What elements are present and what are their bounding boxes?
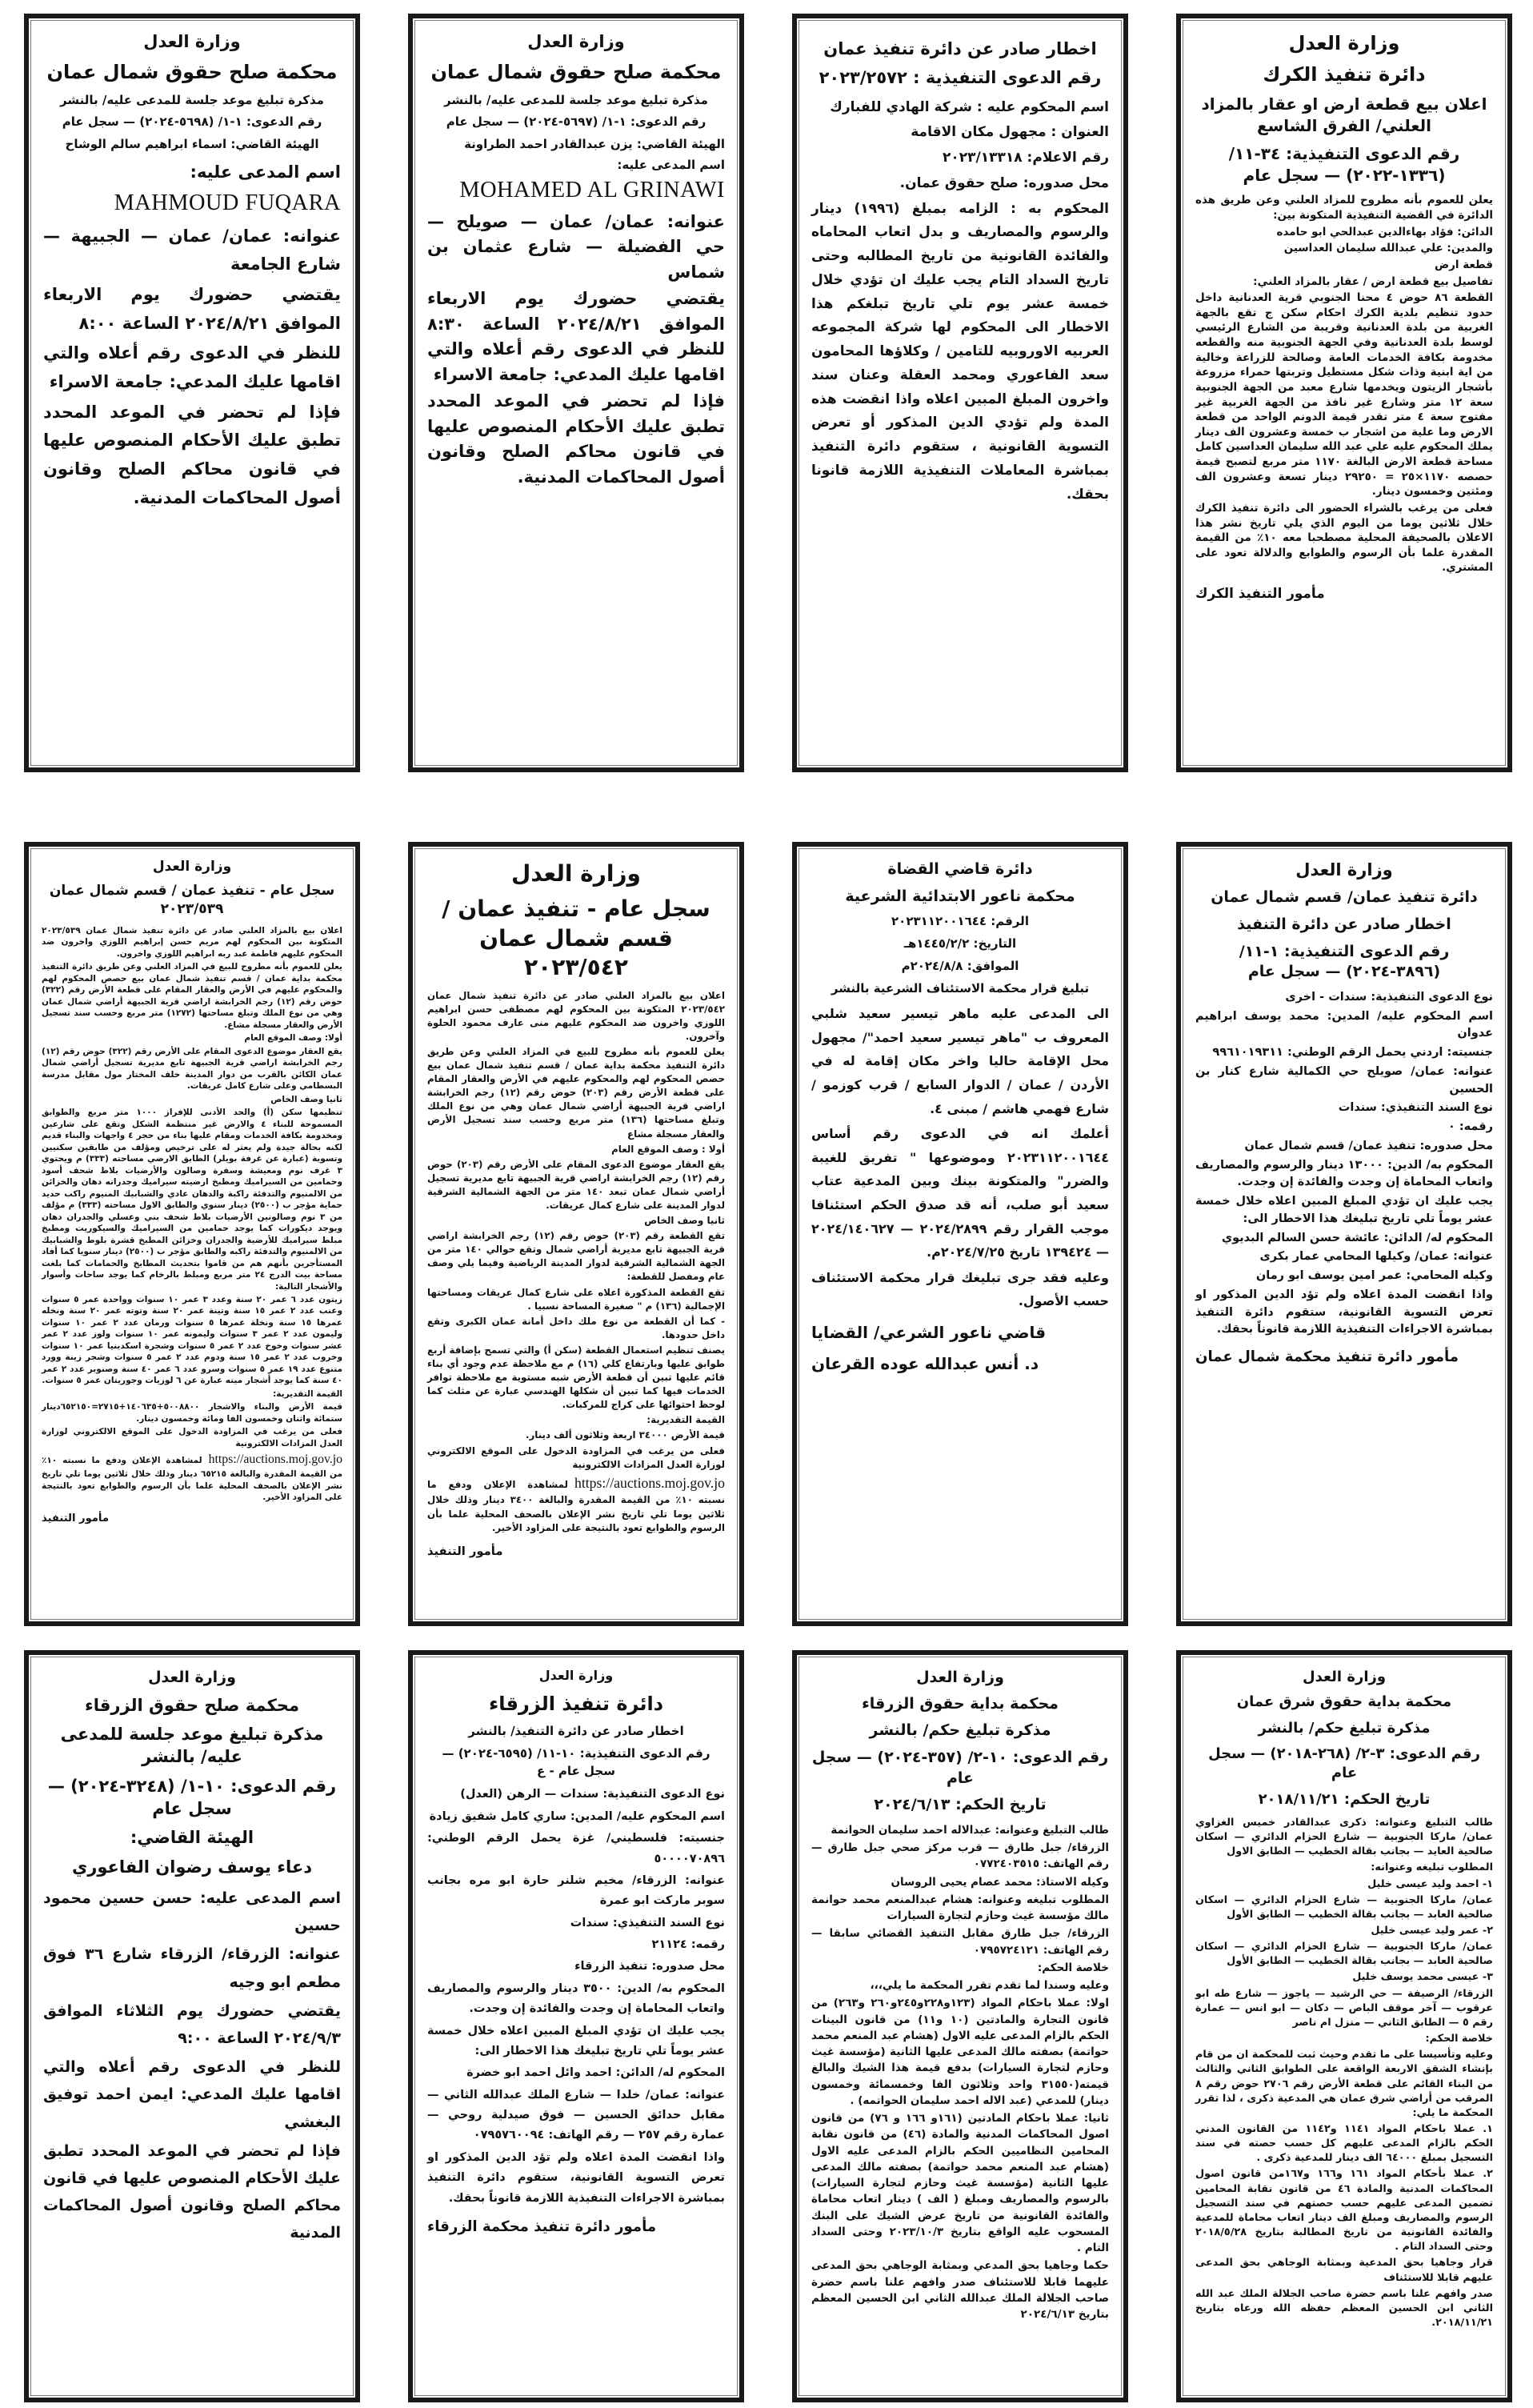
notice-paragraph: الدائن: فؤاد بهاءالدين عبدالحي ابو حامده [1276,225,1493,238]
legal-notice [24,14,360,772]
notice-meta: اسم المدعى عليه: [617,157,725,172]
notice-title: وزارة العدل [916,1669,1004,1686]
notice-paragraph: طالب التبليغ وعنوانه: عبدالاله احمد سليمان الحوانمة [831,1823,1109,1837]
notice-name: MAHMOUD FUQARA [114,190,341,215]
notice-paragraph: المحكوم به : الزامه بمبلغ (١٩٩٦) دينار والرسوم والمصاريف و بدل اتعاب المحاماه والفائدة القانونية من تاريخ المطالبه وحتى تاريخ السداد التام يجب عليك ان تؤدي خلال خمسة عشر يوم تلي تاريخ تبلغكم هذا الاخطار الى المحكوم لها شركة المجموعه العربيه الاوروبيه للتامين / وكلاؤها المحامون سعد الفاعوري ومحمد العقلة وعنان سند واخرون المبلغ المبين اعلاه واذا انقضت هذه المدة ولم تؤدي الدين المذكور أو تعرض التسوية القانونية ، ستقوم دائرة التنفيذ بمباشرة المعاملات التنفيذية اللازمة قانونا بحقك. [811,200,1110,503]
notice-paragraph: أعلمك انه في الدعوى رقم أساس ٢٠٢٣١١٢٠٠١٦٤٤ وموضوعها " تفريق للغيبة والضرر" والمتكونة بينك وبين المدعية عتاب سعيد أبو صلب، أنه قد صدق الحكم استئنافا موجب القرار رقم ٢٠٢٤/٢٨٩٩ — ٢٠٢٤/١٤٠٦٢٧ — ١٣٩٤٢٤ تاريخ ٢٠٢٤/٧/٢٥م. [811,1126,1109,1260]
notice-paragraph: حكما وجاهيا بحق المدعي وبمثابة الوجاهي بحق المدعى عليهما قابلا للاستئناف صدر وافهم علنا باسم حضرة صاحب الجلالة الملك عبدالله الثاني ابن الحسين المعظم بتاريخ ٢٠٢٤/٦/١٣ [811,2259,1109,2322]
notice-paragraph: المحكوم له/ الدائن: احمد وائل احمد ابو خضرة [466,2066,725,2080]
notice-paragraph: نوع الدعوى التنفيذية: سندات — الرهن (العدل) [460,1788,725,1801]
notice-paragraph: اعلان بيع بالمزاد العلني صادر عن دائرة تنفيذ شمال عمان ٢٠٢٣/٥٤٢ المتكونة بين المحكوم لهم مصطفى حسن ابراهيم اللوزي واخرون ضد المحكوم عليهم منى عارف محمود الحلوة وآخرون. [427,989,725,1042]
notice-paragraph: وعليه وتأسيسا على ما تقدم وحيث ثبت للمحكمة ان من قام بإنشاء الشقق الاربعة الواقعة على الطوابق الثاني والثالث من البناء القائم على قطعة الأرض رقم ٢٧٠٦ حوض رقم ٨ المرقب من أراضي شرق عمان هي المدعية ذكرى ، لذا تقرر المحكمة ما يلي: [1195,2049,1493,2119]
notice-signature: مأمور دائرة تنفيذ محكمة شمال عمان [1195,1348,1459,1366]
notice-heading: سجل عام - تنفيذ عمان / قسم شمال عمان ٢٠٢٣/٥٣٩ [49,883,335,918]
notice-paragraph: فإذا لم تحضر في الموعد المحدد تطبق عليك الأحكام المنصوص عليها في قانون محاكم الصلح وقانون أصول المحاكمات المدنية. [427,391,725,487]
notice-heading: تاريخ الحكم: ٢٠٢٤/٦/١٣ [874,1796,1047,1814]
notice-paragraph: اسم المدعى عليه: حسن حسين محمود حسين [43,1889,341,1935]
notice-heading: محكمة بداية حقوق شرق عمان [1236,1693,1452,1711]
notice-paragraph: الزرقاء/ الرصيفة — حي الرشيد — ياجوز — شارع طه ابو عرقوب — آخر موقف الباص — دكان — ابو انس — عمارة رقم ٥ — الطابق الثاني — منزل ام ناصر [1195,1987,1493,2029]
notice-paragraph: فعلى من يرغب بالشراء الحضور الى دائرة تنفيذ الكرك خلال ثلاثين يوما من اليوم الذي يلي تاريخ نشر هذا الاعلان بالصحيفة المحلية مصطحبا معه ١٠٪ من القيمة المقدرة علما بأن الرسوم والطوابع والدلالة تعود على المشتري. [1195,501,1493,575]
notice-title: وزارة العدل [527,32,625,51]
notice-paragraph: ثانيا وصف الخاص [644,1215,725,1227]
notice-paragraph: اسم المحكوم عليه : شركة الهادي للفبارك [830,98,1109,115]
notice-subheading: الهيئة القاضي: اسماء ابراهيم سالم الوشاح [65,137,319,152]
notice-heading: الهيئة القاضي: [130,1828,254,1848]
notice-paragraph: يجب عليك ان تؤدي المبلغ المبين اعلاه خلال خمسة عشر يوماً تلي تاريخ تبليغك هذا الاخطار الى: [427,2024,725,2057]
notice-paragraph: واذا انقضت المدة اعلاه ولم تؤد الدين المذكور او تعرض التسوية القانونية، ستقوم دائرة التنفيذ بمباشرة الاجراءات التنفيذية اللازمة قانوناً بحقك. [1195,1288,1493,1336]
notice-paragraph: الى المدعى عليه ماهر تيسير سعيد شلبي المعروف ب "ماهر تيسير سعيد احمد"/ مجهول محل الإقامة حاليا واخر مكان إقامة له في الأردن / عمان / الدوار السابع / قرب كوزمو / شارع فهمي هاشم / مبنى ٤. [811,1006,1109,1116]
notice-heading: دائرة قاضي القضاة [887,860,1033,878]
notice-subheading: اخطار صادر عن دائرة التنفيذ/ بالنشر [468,1724,684,1739]
notice-heading: مذكرة تبليغ حكم/ بالنشر [869,1721,1051,1740]
notice-paragraph: عنوانه: عمان/ خلدا — شارع الملك عبدالله الثاني — مقابل حدائق الحسين — فوق صيدلية روحي — عمارة رقم ٢٥٧ — رقم الهاتف: ٠٧٩٥٧٦٠٠٩٤ [427,2088,725,2142]
notice-heading: محكمة ناعور الابتدائية الشرعية [845,887,1075,905]
notice-paragraph: رقمه: ٠ [1447,1120,1493,1134]
notice-subheading: رقم الدعوى: ١-١/ (٥٦٩٨-٢٠٢٤) — سجل عام [62,114,322,130]
notice-paragraph: الزرقاء/ جبل طارق مقابل التنفيذ القضائي سابقا — رقم الهاتف: ٠٧٩٥٧٢٤١٢١ [811,1927,1109,1957]
notice-paragraph: عنوانه: عمان/ صويلح حي الكمالية شارع كنار بن الحسين [1195,1064,1493,1096]
notice-heading: تاريخ الحكم: ٢٠١٨/١١/٢١ [1258,1790,1431,1808]
notice-paragraph: يعلن للعموم بأنه مطروح للبيع في المزاد العلني وعن طريق دائرة التنفيذ محكمة بداية عمان / قسم تنفيذ شمال عمان بيع حصص المحكوم لهم والمحكوم عليهم في الأرض والعقار المقام على قطعة الأرض رقم (٢٠٣) حوض رقم (١٢) رجم الخرابشة اراضي قرية الجبيهة أراضي شمال عمان وهي من نوع الملك وتبلغ مساحتها (١٣٦) متر مربع وحسب سند تسجيل الأرض والعقار مسجلة مشاع [427,1045,725,1140]
notice-paragraph: نوع الدعوى التنفيذية: سندات - اخرى [1285,990,1493,1004]
notice-heading: دائرة تنفيذ عمان/ قسم شمال عمان [1211,888,1478,907]
notice-paragraph: يقتضي حضورك يوم الاربعاء الموافق ٢٠٢٤/٨/٢١ الساعة ٨:٣٠ للنظر في الدعوى رقم أعلاه والتي اقامها عليك المدعي: جامعة الاسراء [427,289,725,384]
notice-paragraph: يقتضي حضورك يوم الاربعاء الموافق ٢٠٢٤/٨/٢١ الساعة ٨:٠٠ [43,285,341,333]
notice-paragraph: يقع العقار موضوع الدعوى المقام على الأرض رقم (٢٠٣) حوض رقم (١٢) رجم الخرابشة اراضي قرية الجبيهة تابع مديرية تسجيل أراضي شمال عمان تبعد ١٤٠ متر من الجهة الشمالية الشرقية لدوار المدينة على شارع كمال عريقات. [427,1158,725,1211]
notice-heading: اخطار صادر عن دائرة التنفيذ [1237,915,1451,933]
notice-paragraph: أولا: وصف الموقع العام [244,1033,342,1044]
notice-paragraph: اولا: عملا باحكام المواد (١٢٣و٢٢٨و٢٤٥و٢٦٠ و٢٦٣) من قانون التجارة والمادتين (١٠ و١١) من قانون البينات الحكم بالزام المدعى عليه الاول (هشام عبد المنعم محمد حواتمة) بصفته مالك المدعى عليها الثانية (مؤسسة غيث وحازم لتجارة السيارات) بدفع قيمة هذا الشيك والبالغ قيمته(٣١٥٥٠ واحد وثلاثون الفا وخمسمائة وخمسون دينار) للمدعي (عبد الاله احمد سليمان الحواتمه) . [811,1997,1109,2107]
notice-title: وزارة العدل [148,1669,236,1686]
notice-subheading: مذكرة تبليغ موعد جلسة للمدعى عليه/ بالنشر [60,92,324,107]
notice-paragraph: يصنف تنظيم استعمال القطعة (سكن أ) والتي تسمح بإضافة أربع طوابق عليها وبارتفاع كلي (١٦) م مع ملاحظة عدم وجود أي بناء قائم عليها تبين أن قطعة الأرض شبه مستوية مع ملاحظة توافر الخدمات فيها كما تبين أن شكلها الهندسي عبارة عن مثلث كما لوحظ احتوائها على كراج للمركبات. [427,1344,725,1411]
notice-paragraph: تقع القطعة رقم (٢٠٣) حوض رقم (١٢) رجم الخرابشة اراضي قرية الجبيهة تابع مديرية أراضي شمال وتقع حوالي ١٤٠ متر من الجهة الشمالية الشرقية لدوار المدينة الرياضية وفيما يلي وصف عام ومفصل للقطعة: [427,1230,726,1283]
notice-paragraph: ٢- عمر وليد عيسى خليل [1371,1924,1493,1937]
notice-heading: رقم الدعوى التنفيذية: ١-١١/ (٣٨٩٦-٢٠٢٤) — سجل عام [1239,942,1450,981]
notice-title: دائرة تنفيذ الكرك [1263,63,1426,86]
notice-paragraph: اسم المحكوم عليه/ المدين: ساري كامل شفيق زيادة [429,1809,725,1823]
notice-paragraph: قرار وجاهيا بحق المدعية وبمثابة الوجاهي بحق المدعى عليهم قابلا للاستئناف [1195,2257,1493,2284]
notice-heading: رقم الدعوى: ٣-٢/ (٢٦٨-٢٠١٨) — سجل عام [1208,1745,1480,1782]
notice-subheading: الرقم: ٢٠٢٣١١٢٠٠١٦٤٤ [891,914,1029,929]
notice-paragraph: وكيله الاستاذ: محمد عصام يحيى الروسان [891,1875,1109,1889]
notice-subheading: التاريخ: ١٤٤٥/٢/٢هـ [903,936,1017,952]
notice-paragraph: اسم المدعى عليه: [190,162,341,182]
notice-subheading: رقم الدعوى التنفيذية: ١٠-١١/ (٦٥٩٥-٢٠٢٤) — سجل عام - ع [442,1745,710,1778]
notice-heading: محكمة صلح حقوق شمال عمان [430,61,722,84]
notice-name: MOHAMED AL GRINAWI [459,177,725,202]
notice-paragraph: خلاصة الحكم: [1037,1961,1109,1974]
notice-paragraph: يقتضي حضورك يوم الثلاثاء الموافق ٢٠٢٤/٩/٣ الساعة ٩:٠٠ [43,2001,341,2048]
notice-paragraph: وكيله المحامي: عمر امين يوسف ابو رمان [1255,1269,1493,1283]
notice-paragraph: زيتون عدد ٦ عمر ٢٠ سنة وعدد ٣ عمر ١٠ سنوات وواحدة عمر ٥ سنوات وعنب عدد ٢ عمر ١٥ سنة وتينة عمر ٢٠ سنة وتوته عمر ٢٠ سنة ونخله عمرها ١٥ سنة ونخلة عمرها ٥ سنوات ورمان عدد ٢ عمر ١٠ سنوات وليمون عدد ٢ عمر ٣ سنوات وليمونه عمر ١٠ سنوات ولوز عدد ٢ عمر عشر سنوات وخوخ عدد ٢ عمر ٥ سنوات وشجرة اسكدينيا عمر ١٠ سنوات وخروب عدد ٢ عمر ١٥ سنة ودوم عدد ٢ عمر ٥ سنوات وشجر زينة وورد متنوع عدد ١٩ عمر ٥ سنوات وسرو عدد ٦ عمر ٤٠ سنة وصنوبر عدد ٢ عمر ٤٠ سنة كما يوجد أشجار ميته عبارة عن ٦ لوزيات وجوريتان عمر ٥ سنوات. [42,1294,343,1386]
notice-signature: مأمور التنفيذ [42,1513,109,1525]
notice-paragraph [42,1451,342,1503]
notice-paragraph: فإذا لم تحضر في الموعد المحدد تطبق عليك الأحكام المنصوص عليها في قانون محاكم الصلح وقانون أصول المحاكمات المدنية. [43,402,341,507]
notice-paragraph: اعلان بيع بالمزاد العلني صادر عن دائرة تنفيذ شمال عمان ٢٠٢٣/٥٣٩ المتكونة بين المحكوم لهم مريم حسن إبراهيم اللوزي واخرون ضد المحكوم عليهم فاطمة عبد ربه ابراهيم اللوزي واخرون. [42,925,342,959]
notice-paragraph: المحكوم له/ الدائن: عائشة حسن السالم البديوي [1221,1231,1493,1244]
notice-paragraph: قيمة الأرض ٣٤٠٠٠ اربعة وثلاثون ألف دينار. [526,1429,725,1441]
notice-heading: مذكرة تبليغ موعد جلسة للمدعى عليه/ بالنشر [60,1725,324,1767]
legal-notice [408,1650,744,2402]
notice-paragraph: عنوانه: عمان/ عمان — صويلح — حي الفضيلة — شارع عثمان بن شماس [427,211,725,282]
notice-paragraph: جنسيته: فلسطيني/ غزة يحمل الرقم الوطني: ٥٠٠٠٠٧٠٨٩٦ [427,1832,725,1865]
notice-paragraph: تفاصيل بيع قطعة ارض / عقار بالمزاد العلني: [1253,274,1493,288]
notice-paragraph: - كما أن القطعة من نوع ملك داخل أمانة عمان الكبرى وتقع داخل حدودها. [427,1315,725,1340]
notice-paragraph: يعلن للعموم بأنه مطروح للمزاد العلني وعن طريق هذه الدائرة في القضية التنفيذية المتكونة بين: [1195,194,1493,222]
notice-paragraph: ٢. عملا بأحكام المواد ١٦١ و١٦٦ و١٦٧من قانون اصول المحاكمات المدنية والمادة ٤٦ من قانون نقابة المحامين تضمين المدعى عليهم حسب حصتهم في سند التسجيل الرسوم والمصاريف ومبلغ الف دينار اتعاب محاماة للمدعية والفائدة القانونية من تاريخ المطالبة بتاريخ ٢٠١٨/٥/٢٨ وحتى السداد التام . [1195,2168,1493,2254]
legal-notice [408,842,744,1626]
notice-paragraph: يجب عليك ان تؤدي المبلغ المبين اعلاه خلال خمسة عشر يوماً تلي تاريخ تبليغك هذا الاخطار الى: [1195,1195,1493,1225]
notice-paragraph: المحكوم به/ الدين: ٣٥٠٠ دينار والرسوم والمصاريف واتعاب المحاماة إن وجدت والفائدة إن وجدت. [427,1981,726,2016]
legal-notice [1176,1650,1512,2402]
notice-title: وزارة العدل [511,860,641,887]
legal-notice [792,842,1128,1626]
notice-paragraph: واذا انقضت المدة اعلاه ولم تؤد الدين المذكور او تعرض التسوية القانونية، ستقوم دائرة التنفيذ بمباشرة الاجراءات التنفيذية اللازمة قانوناً بحقك. [427,2150,725,2205]
notice-paragraph: اسم المحكوم عليه/ المدين: محمد يوسف ابراهيم عدوان [1195,1009,1493,1040]
auction-website-link[interactable]: https://auctions.moj.gov.jo [208,1452,342,1467]
notice-paragraph: جنسيته: اردني يحمل الرقم الوطني: ٩٩٦١٠١٩٣١١ [1212,1046,1493,1060]
notice-paragraph: خلاصة الحكم: [1425,2033,1493,2045]
notice-paragraph: تنظيمها سكن (أ) والحد الأدنى للإفراز ١٠٠٠ متر مربع والطوابق المسموحة للبناء ٤ والارض غير منتظمة الشكل وتقع على شارعين ومخدومة بكافة الخدمات ومقام عليها بناء من حجر ٤ واجهات والبناء قديم لكنه بحالة جيدة ولم يعثر له على ترخيص ومؤلف من طابقين سكنيين وتسوية (عبارة عن غرفة بويلر) الطابق الارضي مساحته (٣٣٣) م ويحتوي ٣ غرف نوم ومعيشة وسفرة وصالون والأرضيات بلاط شحف أسود وحمامين من السيراميك ومطبخ ارضيته سيراميك وجدرانه دهان والخزائن من الالمنيوم والتدفئة راكبة والدهان عادي والشبابيك المنيوم راكب حديد حماية مؤجر ب (٢٥٠٠) دينار سنوي والطابق الاول مساحته (٣٣٣) م مؤلف من ٣ نوم وصالونين الأرضيات بلاط شحف بني وعسلي والجدران دهان ويوجد ديكورات كما يوجد حمامين من السيراميك والسيكوريت ومطبخ مبلط سيراميك للأرضية والجدران وخزائن المطبخ قشرة بلوط والشبابيك من الالمنيوم والتدفئة راكبه والطابق مؤجر ب (٢٥٠٠) دينار سنويا كما أفاد المستأجرين بأنهم هم من قاموا بتحديث المطابخ والحمامات كما بلغت مساحة بيت الدرج ٢٤ متر مربع ومبلط بالرخام كما يوجد ساحات وأسوار والأشجار التالية: [42,1108,343,1292]
notice-heading: محكمة صلح حقوق شمال عمان [46,61,338,84]
notice-heading: رقم الدعوى التنفيذية : ٢٠٢٣/٢٥٧٢ [819,68,1102,88]
notice-subheading: رقم الدعوى: ١-١/ (٥٦٩٧-٢٠٢٤) — سجل عام [446,114,706,130]
notice-paragraph: عنوانه: الزرقاء/ مخيم شلنر حارة ابو مره بجانب سوبر ماركت ابو عمرة [427,1873,725,1908]
notice-heading: دائرة تنفيذ الزرقاء [488,1692,664,1715]
legal-notice [792,1650,1128,2402]
notice-paragraph: ١- احمد وليد عيسى خليل [1367,1877,1493,1890]
notice-heading: محكمة بداية حقوق الزرقاء [862,1694,1059,1713]
notice-title: سجل عام - تنفيذ عمان / قسم شمال عمان ٢٠٢٣/٥٤٢ [442,895,710,981]
notice-paragraph: فعلى من يرغب في المزاودة الدخول على الموقع الالكتروني لوزارة العدل المزادات الالكترونية [42,1427,342,1448]
notice-paragraph: محل صدوره: تنفيذ عمان/ قسم شمال عمان [1244,1139,1493,1152]
notice-paragraph: المحكوم به/ الدين: ١٣٠٠٠ دينار والرسوم والمصاريف واتعاب المحاماة إن وجدت والفائدة إن وجدت. [1195,1158,1493,1189]
notice-subheading: الموافق: ٢٠٢٤/٨/٨م [901,958,1019,973]
notice-paragraph: الزرقاء/ جبل طارق — قرب مركز صحي جبل طارق — رقم الهاتف: ٠٧٧٢٤٠٣٥١٥ [811,1841,1109,1871]
legal-notice [408,14,744,772]
notice-paragraph: المطلوب تبليغه وعنوانه: [1371,1861,1493,1874]
notice-paragraph: للنظر في الدعوى رقم أعلاه والتي اقامها عليك المدعي: جامعة الاسراء [43,343,341,392]
notice-paragraph: العنوان : مجهول مكان الاقامة [911,124,1109,141]
notice-paragraph: أولا : وصف الموقع العام [611,1143,725,1155]
notice-heading: رقم الدعوى: ١٠-١/ (٣٢٤٨-٢٠٢٤) — سجل عام [47,1776,337,1819]
notice-paragraph: ١. عملا باحكام المواد ١١٤١ و١١٤٢ من القانون المدني الحكم بالزام المدعى عليهم كل حسب حصته في سند التسجيل بمبلغ ٦٤٠٠٠ الف دينار للمدعية ذكرى . [1195,2123,1493,2165]
notice-paragraph: نوع السند التنفيذي: سندات [1338,1101,1493,1115]
notice-text: لمشاهدة الإعلان ودفع ما نسبته ١٠٪ من القيمة المقدرة والبالغة ٣٤٠٠ دينار وذلك خلال ثلاثين يوما تلي تاريخ نشر الإعلان بالصحف المحلية علما بأن الرسوم والطوابع تعود بالنتيجة على المزاود الأخير. [427,1478,726,1533]
notice-subheading: تبليغ قرار محكمة الاستئناف الشرعية بالنشر [831,980,1090,996]
notice-heading: محكمة صلح حقوق الزرقاء [85,1695,299,1715]
notice-paragraph: عمان/ ماركا الجنوبية — شارع الحزام الدائري — اسكان صالحية العابد — بجانب بقالة الخطيب — الطابق الأول [1195,1893,1493,1921]
notice-title: وزارة العدل [1295,860,1393,879]
notice-title: وزارة العدل [152,859,232,875]
legal-notice [24,842,360,1626]
notice-paragraph: المطلوب تبليغه وعنوانه: هشام عبدالمنعم محمد حوانمة مالك مؤسسة غيث وحازم لتجارة السيارات [811,1893,1109,1923]
notice-paragraph: وعليه وسندا لما تقدم تقرر المحكمة ما يلي،،، [870,1979,1109,1993]
notice-paragraph: تقع القطعة المذكورة اعلاه على شارع كمال عريقات ومساحتها الإجمالية (١٣٦) م " صغيرة المساحة نسبيا . [427,1286,725,1312]
notice-heading: اخطار صادر عن دائرة تنفيذ عمان [823,39,1097,58]
notice-paragraph: نوع السند التنفيذي: سندات [570,1916,725,1929]
notice-heading: رقم الدعوى التنفيذية: ٣٤-١١/ (١٣٣٦-٢٠٢٢) — سجل عام [1228,144,1460,186]
notice-paragraph: طالب التبليغ وعنوانه: ذكرى عبدالقادر خميس الغزاوي عمان/ ماركا الجنوبية — شارع الحزام الدائري — اسكان صالحية العايد — بجانب بقالة الخطيب — الطابق الاول [1195,1816,1493,1858]
notice-paragraph: قيمة الأرض والبناء والاشجار ٥٠٠٨٨٠٠+١٤٠٦٣٥+٢٧١٥=٦٥٢١٥٠دينار ستمائة واثنان وخمسون الفا ومائة وخمسون دينار. [42,1402,342,1424]
notice-heading: دعاء يوسف رضوان الفاعوري [72,1857,312,1877]
notice-paragraph [427,1473,725,1535]
notice-paragraph: يقع العقار موضوع الدعوى المقام على الأرض رقم (٣٢٢) حوض رقم (١٢) رجم الخرابشة اراضي قرية الجبيهة تابع مديرية تسجيل أراضي شمال عمان الكائن بالقرب من دوار المدينة خلف المختار مول مقابل مدرسة البسطامي وعلى شارع كامل عريقات. [42,1046,342,1092]
legal-notice [24,1650,360,2402]
legal-notice [1176,842,1512,1626]
notice-subheading: مذكرة تبليغ موعد جلسة للمدعى عليه/ بالنشر [444,92,708,107]
notice-title: وزارة العدل [143,32,241,51]
notice-paragraph: محل صدوره: تنفيذ الزرقاء [574,1960,725,1973]
notice-signature: د. أنس عبدالله عوده القرعان [811,1354,1039,1373]
notice-signature: قاضي ناعور الشرعي/ القضايا [811,1323,1047,1342]
notice-paragraph: يعلن للعموم بأنه مطروح للبيع في المزاد العلني وعن طريق دائرة التنفيذ محكمة بداية عمان / قسم تنفيذ شمال عمان بيع حصص المحكوم لهم والمحكوم عليهم في الأرض والعقار المقام على قطعة الأرض رقم (٣٢٢) حوض رقم (١٢) رجم الخرابشة اراضي قرية الجبيهة أراضي شمال عمان وهي من نوع الملك وتبلغ مساحتها (١٢٧٢) متر مربع وحسب سند تسجيل الأرض والعقار مسجلة مشاع. [42,962,342,1030]
notice-heading: مذكرة تبليغ حكم/ بالنشر [1258,1719,1431,1737]
notice-paragraph: عمان/ ماركا الجنوبية — شارع الحزام الدائري — اسكان صالحية العابد — بجانب بقالة الخطيب — الطابق الأول [1195,1941,1493,1968]
notice-paragraph: القيمة التقديرية: [273,1388,342,1399]
notice-title: وزارة العدل [1302,1669,1387,1685]
notice-paragraph: رقمه: ٢١١٢٤ [651,1938,725,1952]
notice-paragraph: رقم الاعلام: ٢٠٢٣/١٣٣١٨ [943,150,1109,166]
notice-paragraph: ثانيا وصف الخاص [270,1094,342,1104]
notice-paragraph: قطعة ارض [1434,258,1493,271]
notice-title: وزارة العدل [1288,32,1400,54]
notice-heading: اعلان بيع قطعة ارض او عقار بالمزاد العلني/ الفرق الشاسع [1201,94,1487,136]
notice-paragraph: عنوانه: عمان/ عمان — الجبيهة — شارع الجامعة [43,226,341,274]
notice-paragraph: ثانيا: عملا باحكام المادتين (١٦١و ١٦٦ و ٧٦) من قانون اصول المحاكمات المدنية والمادة (٤٦) من قانون نقابة المحامين النظاميين الحكم بالزام المدعى عليه الاول (هشام عبد المنعم محمد حواتمة) بصفته مالك المدعى عليها الثانية (مؤسسة غيث وحازم لتجارة السيارات) بالرسوم والمصاريف ومبلغ ( الف ) دينار اتعاب محاماة والفائدة القانونية من تاريخ عرض الشيك على البنك المسحوب عليه الواقع بتاريخ ٢٠٢٣/١٠/٣ وحتى السداد التام . [811,2112,1109,2255]
notice-paragraph: وعليه فقد جرى تبليغك قرار محكمة الاستئناف حسب الأصول. [811,1269,1109,1309]
notice-paragraph: ٣- عيسى محمد يوسف خليل [1352,1971,1493,1984]
notice-paragraph: للنظر في الدعوى رقم أعلاه والتي اقامها عليك المدعي: ايمن احمد توفيق البغشي [43,2058,341,2131]
notice-paragraph: عنوانه: عمان/ وكيلها المحامي عمار بكرى [1259,1250,1493,1264]
notice-signature: مأمور التنفيذ الكرك [1195,585,1325,601]
auction-website-link[interactable]: https://auctions.moj.gov.jo [574,1474,725,1491]
notice-paragraph: القطعة ٨٦ حوض ٤ محنا الجنوبي قرية العدنانية داخل حدود تنظيم بلدية الكرك احكام سكن ج تقع بالجهة الغربية من بلدة العدنانية وقريبة من الشارع الرئيسي لوسط بلدة العدنانية وفي الجهة الجنوبية منه والقطعه مخدومة بكافة الخدمات العامة وصالحة للزراعة وخالية من اية ابنية وذات شكل مستطيل وتربتها حمراء مزروعة بأشجار الزيتون ويخدمها شارع معبد من الجهة الجنوبية سعة ١٢ متر وشارع غير نافذ من الجهة الغربية غير مفتوح سعة ٤ متر تقدر قيمة الدونم الواحد من قطعة الارض وما علية من اشجار ب خمسة وعشرون الف دينار يملك المحكوم عليه علي عبد الله سليمان العداسين كامل مساحة قطعة الارض البالغة ١١٧٠ متر مربع لتصبح قيمة حصصه ١١٧٠×٢٥ = ٢٩٢٥٠ دينار تسعة وعشرون الف ومئتين وخمسون دينار. [1195,291,1493,499]
notice-heading: رقم الدعوى: ١٠-٢/ (٣٥٧-٢٠٢٤) — سجل عام [811,1748,1109,1787]
notice-paragraph: عنوانه: الزرقاء/ الزرقاء شارع ٣٦ فوق مطعم ابو وجيه [43,1945,341,1991]
notice-paragraph: فعلى من يرغب في المزاودة الدخول على الموقع الالكتروني لوزارة العدل المزادات الالكترونية [427,1444,725,1470]
notice-paragraph: صدر وافهم علنا باسم حضرة صاحب الجلالة الملك عبد الله الثاني ابن الحسين المعظم حفظه الله ورعاه بتاريخ ٢٠١٨/١١/٢١. [1195,2287,1493,2330]
legal-notice [1176,14,1512,772]
notice-paragraph: محل صدوره: صلح حقوق عمان. [899,174,1109,191]
notice-meta: الهيئة القاضي: يزن عبدالقادر احمد الطراونة [464,137,725,152]
notice-paragraph: فإذا لم تحضر في الموعد المحدد تطبق عليك الأحكام المنصوص عليها في قانون محاكم الصلح وقانون أصول المحاكمات المدنية [43,2142,341,2242]
legal-notice [792,14,1128,772]
notice-paragraph: والمدين: علي عبدالله سليمان العداسين [1283,242,1493,255]
notice-signature: مأمور التنفيذ [427,1544,503,1558]
notice-text: لمشاهدة الإعلان ودفع ما نسبته ١٠٪ من القيمة المقدرة والبالغة ٦٥٢١٥ دينار وذلك خلال ثلاثين يوما تلي تاريخ نشر الإعلان بالصحف المحلية علما بأن الرسوم والطوابع تعود بالنتيجة على المزاود الأخير. [42,1456,342,1502]
notice-signature: مأمور دائرة تنفيذ محكمة الزرقاء [427,2218,657,2235]
notice-title: وزارة العدل [538,1668,614,1683]
notice-paragraph: القيمة التقديرية: [646,1414,725,1426]
